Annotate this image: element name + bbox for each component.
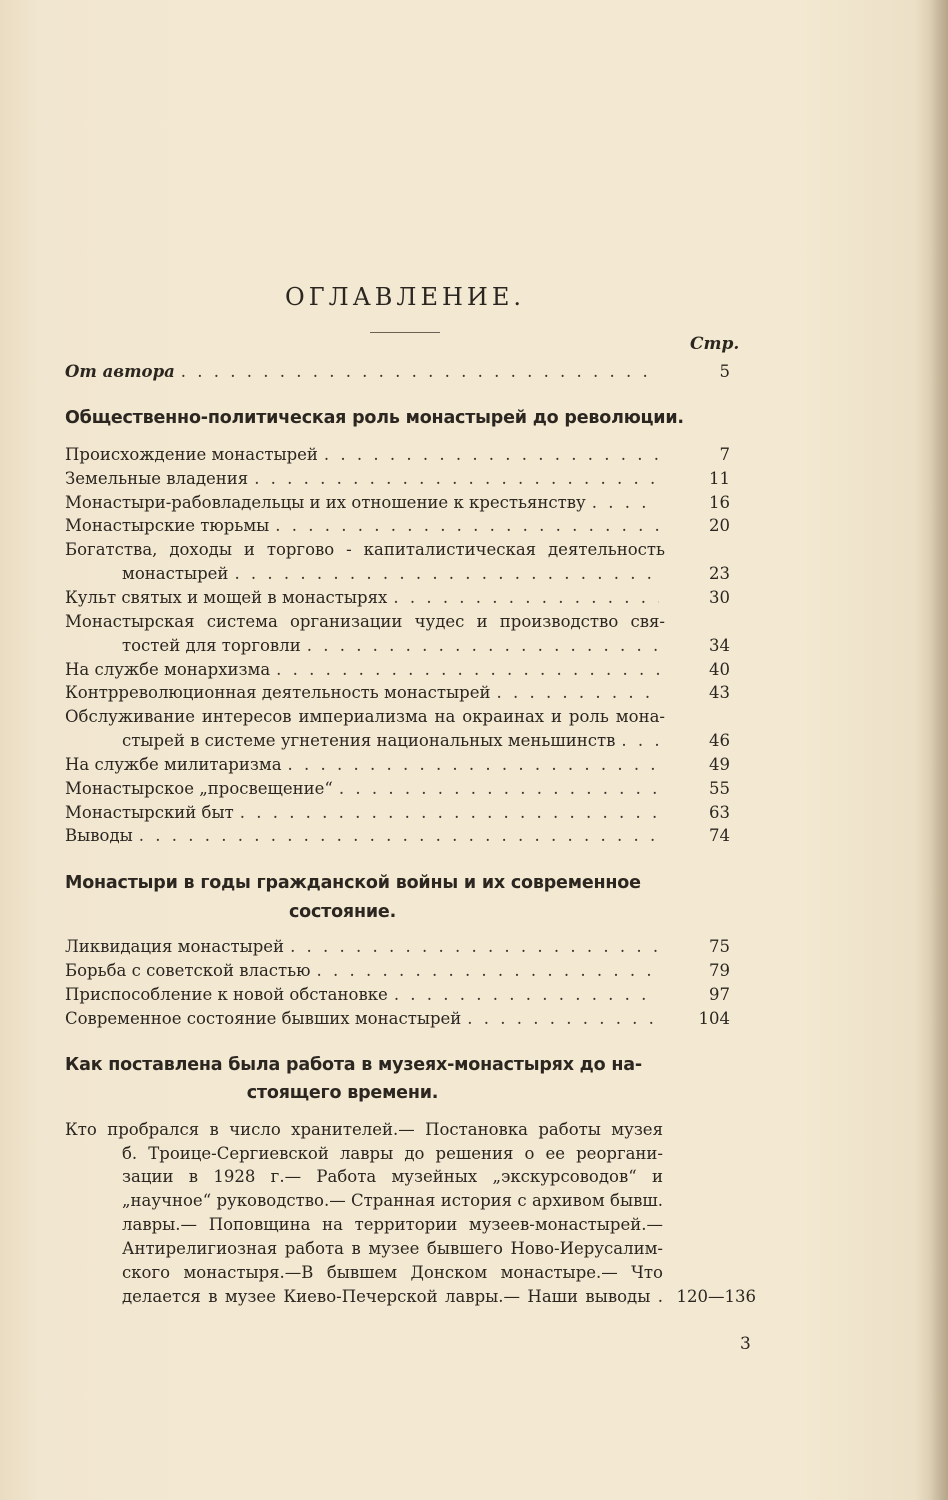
paragraph-line: делается в музее Киево-Печерской лавры.— Наши выводы . [122, 1287, 663, 1306]
toc-entry-label: Ликвидация монастырей [65, 937, 285, 956]
section-heading: Монастыри в годы гражданской войны и их современное [65, 873, 641, 893]
leader-dots [394, 985, 659, 1004]
leader-dots [307, 636, 659, 655]
toc-entry-page: 79 [709, 961, 730, 980]
page-title: ОГЛАВЛЕНИЕ. [285, 283, 525, 311]
toc-entry-page: 34 [709, 636, 730, 655]
toc-entry-page: 5 [719, 362, 730, 381]
toc-entry-page: 46 [709, 731, 730, 750]
leader-dots [276, 660, 659, 679]
toc-entry-page: 97 [709, 985, 730, 1004]
toc-entry [65, 985, 665, 1009]
toc-entry [65, 493, 665, 517]
toc-entry-page: 104 [698, 1009, 730, 1028]
toc-entry-page: 23 [709, 564, 730, 583]
toc-entry-page: 49 [709, 755, 730, 774]
toc-entry-page: 74 [709, 826, 730, 845]
paragraph-line: ского монастыря.—В бывшем Донском монастыре.— Что [122, 1263, 663, 1282]
toc-entry-page: 55 [709, 779, 730, 798]
toc-entry-label: От автора [65, 362, 175, 381]
leader-dots [290, 937, 659, 956]
toc-entry-label: Богатства, доходы и торгово - капиталистическая деятельность [65, 540, 665, 559]
leader-dots [339, 779, 659, 798]
leader-dots [496, 683, 659, 702]
leader-dots [288, 755, 659, 774]
toc-entry-page: 16 [709, 493, 730, 512]
toc-entry-label: Монастырские тюрьмы [65, 516, 270, 535]
toc-entry [65, 445, 665, 469]
paragraph-line: Кто пробрался в число хранителей.— Постановка работы музея [65, 1120, 663, 1139]
page-edge-shadow [930, 0, 948, 1500]
toc-entry-label: Земельные владения [65, 469, 249, 488]
section-heading: Общественно-политическая роль монастырей до революции. [65, 408, 684, 428]
leader-dots [275, 516, 659, 535]
toc-entry [122, 731, 665, 755]
paragraph-line: зации в 1928 г.— Работа музейных „экскурсоводов“ и [122, 1167, 663, 1186]
leader-dots [181, 362, 659, 381]
section-heading: стоящего времени. [246, 1083, 439, 1103]
toc-entry-label: Контрреволюционная деятельность монастырей [65, 683, 491, 702]
toc-entry [65, 588, 665, 612]
paragraph-line: лавры.— Поповщина на территории музеев-монастырей.— [122, 1215, 663, 1234]
toc-entry [122, 636, 665, 660]
toc-entry-label: монастырей [122, 564, 229, 583]
leader-dots [317, 961, 659, 980]
toc-entry-intro [65, 362, 665, 386]
toc-entry-label: На службе монархизма [65, 660, 271, 679]
toc-entry [65, 660, 665, 684]
leader-dots [234, 564, 659, 583]
page-column-label: Стр. [690, 334, 740, 354]
toc-entry [65, 755, 665, 779]
toc-entry-label: Обслуживание интересов империализма на окраинах и роль мона- [65, 707, 665, 726]
toc-entry-label: Происхождение монастырей [65, 445, 318, 464]
toc-entry-label: На службе милитаризма [65, 755, 282, 774]
toc-entry-label: Выводы [65, 826, 133, 845]
toc-entry-label: Монастырское „просвещение“ [65, 779, 333, 798]
toc-entry-label: Монастырский быт [65, 803, 234, 822]
leader-dots [324, 445, 659, 464]
leader-dots [592, 493, 659, 512]
toc-entry-page: 7 [719, 445, 730, 464]
toc-entry-page: 120—136 [676, 1287, 756, 1306]
toc-entry-page: 20 [709, 516, 730, 535]
toc-entry-label: Монастыри-рабовладельцы и их отношение к крестьянству [65, 493, 586, 512]
toc-entry-label: Современное состояние бывших монастырей [65, 1009, 462, 1028]
toc-entry [65, 937, 665, 961]
title-divider [370, 332, 440, 333]
toc-entry-label: Приспособление к новой обстановке [65, 985, 388, 1004]
section-heading: Как поставлена была работа в музеях-монастырях до на- [65, 1055, 642, 1075]
toc-entry-label: Монастырская система организации чудес и производство свя- [65, 612, 665, 631]
toc-entry [122, 564, 665, 588]
toc-entry [65, 803, 665, 827]
leader-dots [467, 1009, 659, 1028]
leader-dots [139, 826, 659, 845]
leader-dots [254, 469, 659, 488]
toc-entry-page: 40 [709, 660, 730, 679]
toc-entry [65, 961, 665, 985]
leader-dots [393, 588, 659, 607]
toc-entry-page: 30 [709, 588, 730, 607]
toc-entry-page: 43 [709, 683, 730, 702]
toc-entry [65, 469, 665, 493]
paragraph-line: б. Троице-Сергиевской лавры до решения о ее реоргани- [122, 1144, 663, 1163]
paragraph-line: „научное“ руководство.— Странная история с архивом бывш. [122, 1191, 663, 1210]
paragraph-line: Антирелигиозная работа в музее бывшего Ново-Иерусалим- [122, 1239, 663, 1258]
toc-entry-label: Культ святых и мощей в монастырях [65, 588, 388, 607]
toc-entry-page: 63 [709, 803, 730, 822]
page-number: 3 [740, 1334, 751, 1354]
leader-dots [240, 803, 659, 822]
toc-entry-label: стырей в системе угнетения национальных меньшинств [122, 731, 616, 750]
leader-dots [621, 731, 659, 750]
toc-entry-label: тостей для торговли [122, 636, 301, 655]
section-heading: состояние. [288, 902, 397, 922]
toc-entry-page: 75 [709, 937, 730, 956]
toc-entry-page: 11 [709, 469, 730, 488]
toc-entry [65, 516, 665, 540]
toc-entry [65, 779, 665, 803]
toc-entry-label: Борьба с советской властью [65, 961, 311, 980]
toc-entry [65, 683, 665, 707]
toc-entry [65, 1009, 665, 1033]
toc-entry [65, 826, 665, 850]
